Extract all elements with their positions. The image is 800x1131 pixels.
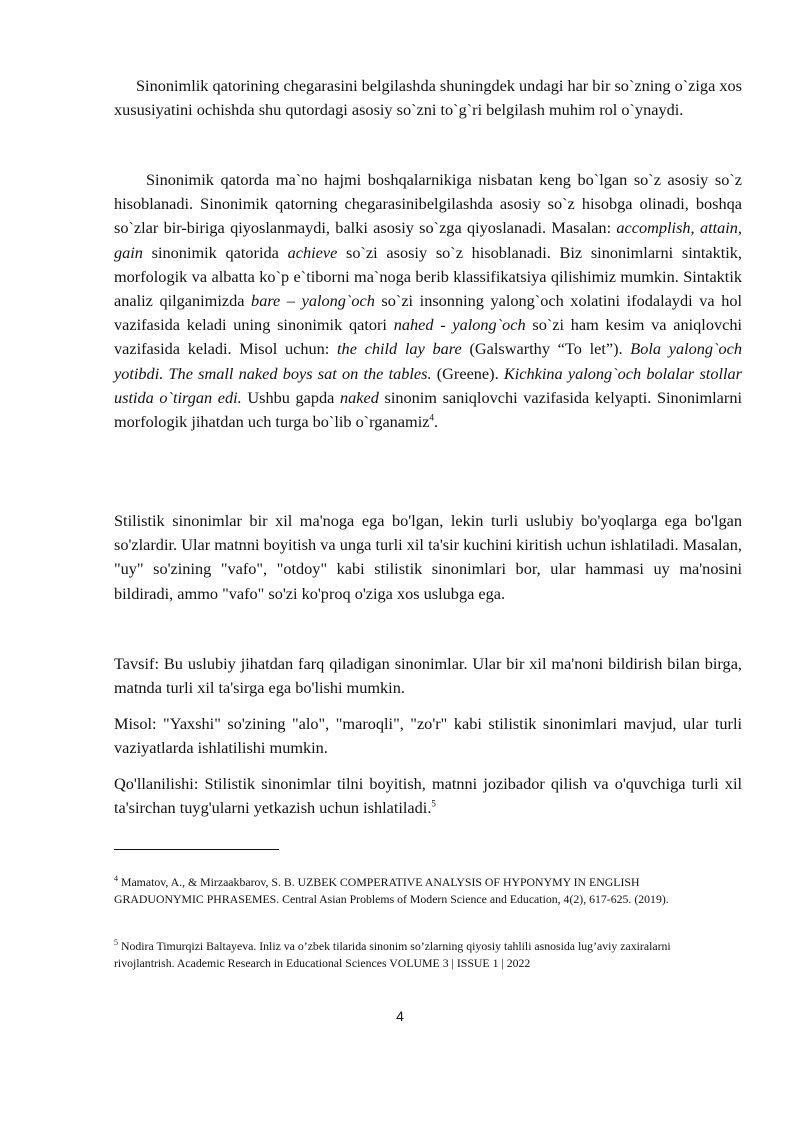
footnote-5 (114, 938, 732, 972)
italic-example: achieve (287, 242, 338, 262)
text-run: Ushbu gapda (241, 387, 340, 407)
footnote-text: Nodira Timurqizi Baltayeva. Inliz va o’zbek tilarida sinonim so’zlarning qiyosiy tahlili asnosida lug’aviy zaxiralarni rivojlantrish. Academic Research in Educational Sciences VOLUME 3 | ISSUE 1 | 2022 (114, 939, 671, 970)
paragraph-description: Tavsif: Bu uslubiy jihatdan farq qiladigan sinonimlar. Ular bir xil ma'noni bildirish bilan birga, matnda turli xil ta'sirga ega bo'lishi mumkin. (114, 654, 742, 698)
footnote-ref-4[interactable]: 4 (429, 412, 434, 423)
italic-example: Kichkina yalong`och bolalar stollar ustida o`tirgan edi. (114, 363, 742, 407)
text-run: so`zi ham kesim va aniqlovchi vazifasida keladi. Misol uchun: (114, 315, 742, 359)
footnote-4 (114, 874, 732, 908)
text-run: Qo'llanilishi: Stilistik sinonimlar tilni boyitish, matnni jozibador qilish va o'quvchiga turli xil ta'sirchan tuyg'ularni yetkazish uchun ishlatiladi. (114, 774, 742, 818)
footnote-number: 4 (114, 874, 118, 884)
footnote-text: Mamatov, A., & Mirzaakbarov, S. B. UZBEK COMPERATIVE ANALYSIS OF HYPONYMY IN ENGLISH GRADUONYMIC PHRASEMES. Central Asian Problems of Modern Science and Education, 4(2), 617-625. (2019). (114, 875, 669, 906)
paragraph-example: Misol: "Yaxshi" so'zining "alo", "maroqli", "zo'r" kabi stilistik sinonimlari mavjud, ular turli vaziyatlarda ishlatilishi mumkin. (114, 714, 742, 758)
text-run: so`zi insonning yalong`och xolatini ifodalaydi va hol vazifasida keladi uning sinonimik qatori (114, 291, 742, 335)
footnote-number: 5 (114, 938, 118, 948)
text-run: (Galswarthy “To let”). (461, 339, 631, 359)
page-number: 4 (396, 1008, 404, 1024)
paragraph-usage (114, 772, 742, 820)
footnote-ref-5[interactable]: 5 (431, 798, 436, 809)
italic-example: naked (340, 387, 379, 407)
italic-example: bare – yalong`och (251, 291, 375, 311)
italic-example: Bola yalong`och yotibdi. The small naked boys sat on the tables. (114, 339, 742, 383)
text-run: so`zi asosiy so`z hisoblanadi. Biz sinonimlarni sintaktik, morfologik va albatta ko`p e`tiborni ma`noga berib klassifikatsiya qilishimiz mumkin. Sintaktik analiz qilganimizda (114, 242, 743, 311)
text-run: . (433, 412, 439, 432)
paragraph-synonym-boundary: Sinonimlik qatorining chegarasini belgilashda shuningdek undagi har bir so`zning o`ziga xos xususiyatini ochishda shu qutordagi asosiy so`zni to`g`ri belgilash muhim rol o`ynaydi. (114, 76, 742, 120)
paragraph-synonymic-row (114, 168, 742, 434)
text-run: sinonim saniqlovchi vazifasida kelyapti. Sinonimlarni morfologik jihatdan uch turga bo`lib o`rganamiz (114, 387, 742, 432)
text-run: Sinonimik qatorda ma`no hajmi boshqalarnikiga nisbatan keng bo`lgan so`z asosiy so`z hisoblanadi. Sinonimik qatorning chegarasinibelgilashda asosiy so`z hisobga olinadi, boshqa so`zlar bir-biriga qiyoslanmaydi, balki asosiy so`zga qiyoslanadi. Masalan: (114, 170, 742, 238)
italic-example: the child lay bare (337, 339, 462, 359)
paragraph-stylistic-synonyms: Stilistik sinonimlar bir xil ma'noga ega bo'lgan, lekin turli uslubiy bo'yoqlarga ega bo'lgan so'zlardir. Ular matnni boyitish va unga turli xil ta'sir kuchini kiritish uchun ishlatiladi. Masalan, "uy" so'zining "vafo", "otdoy" kabi stilistik sinonimlari bor, ular hammasi uy ma'nosini bildiradi, ammo "vafo" so'zi ko'proq o'ziga xos uslubga ega. (114, 511, 742, 603)
italic-example: nahed - yalong`och (393, 315, 526, 335)
text-run: (Greene). (431, 363, 504, 383)
italic-example: accomplish, attain, gain (114, 218, 743, 262)
footnote-separator (114, 849, 279, 850)
text-run: sinonimik qatorida (142, 242, 288, 262)
